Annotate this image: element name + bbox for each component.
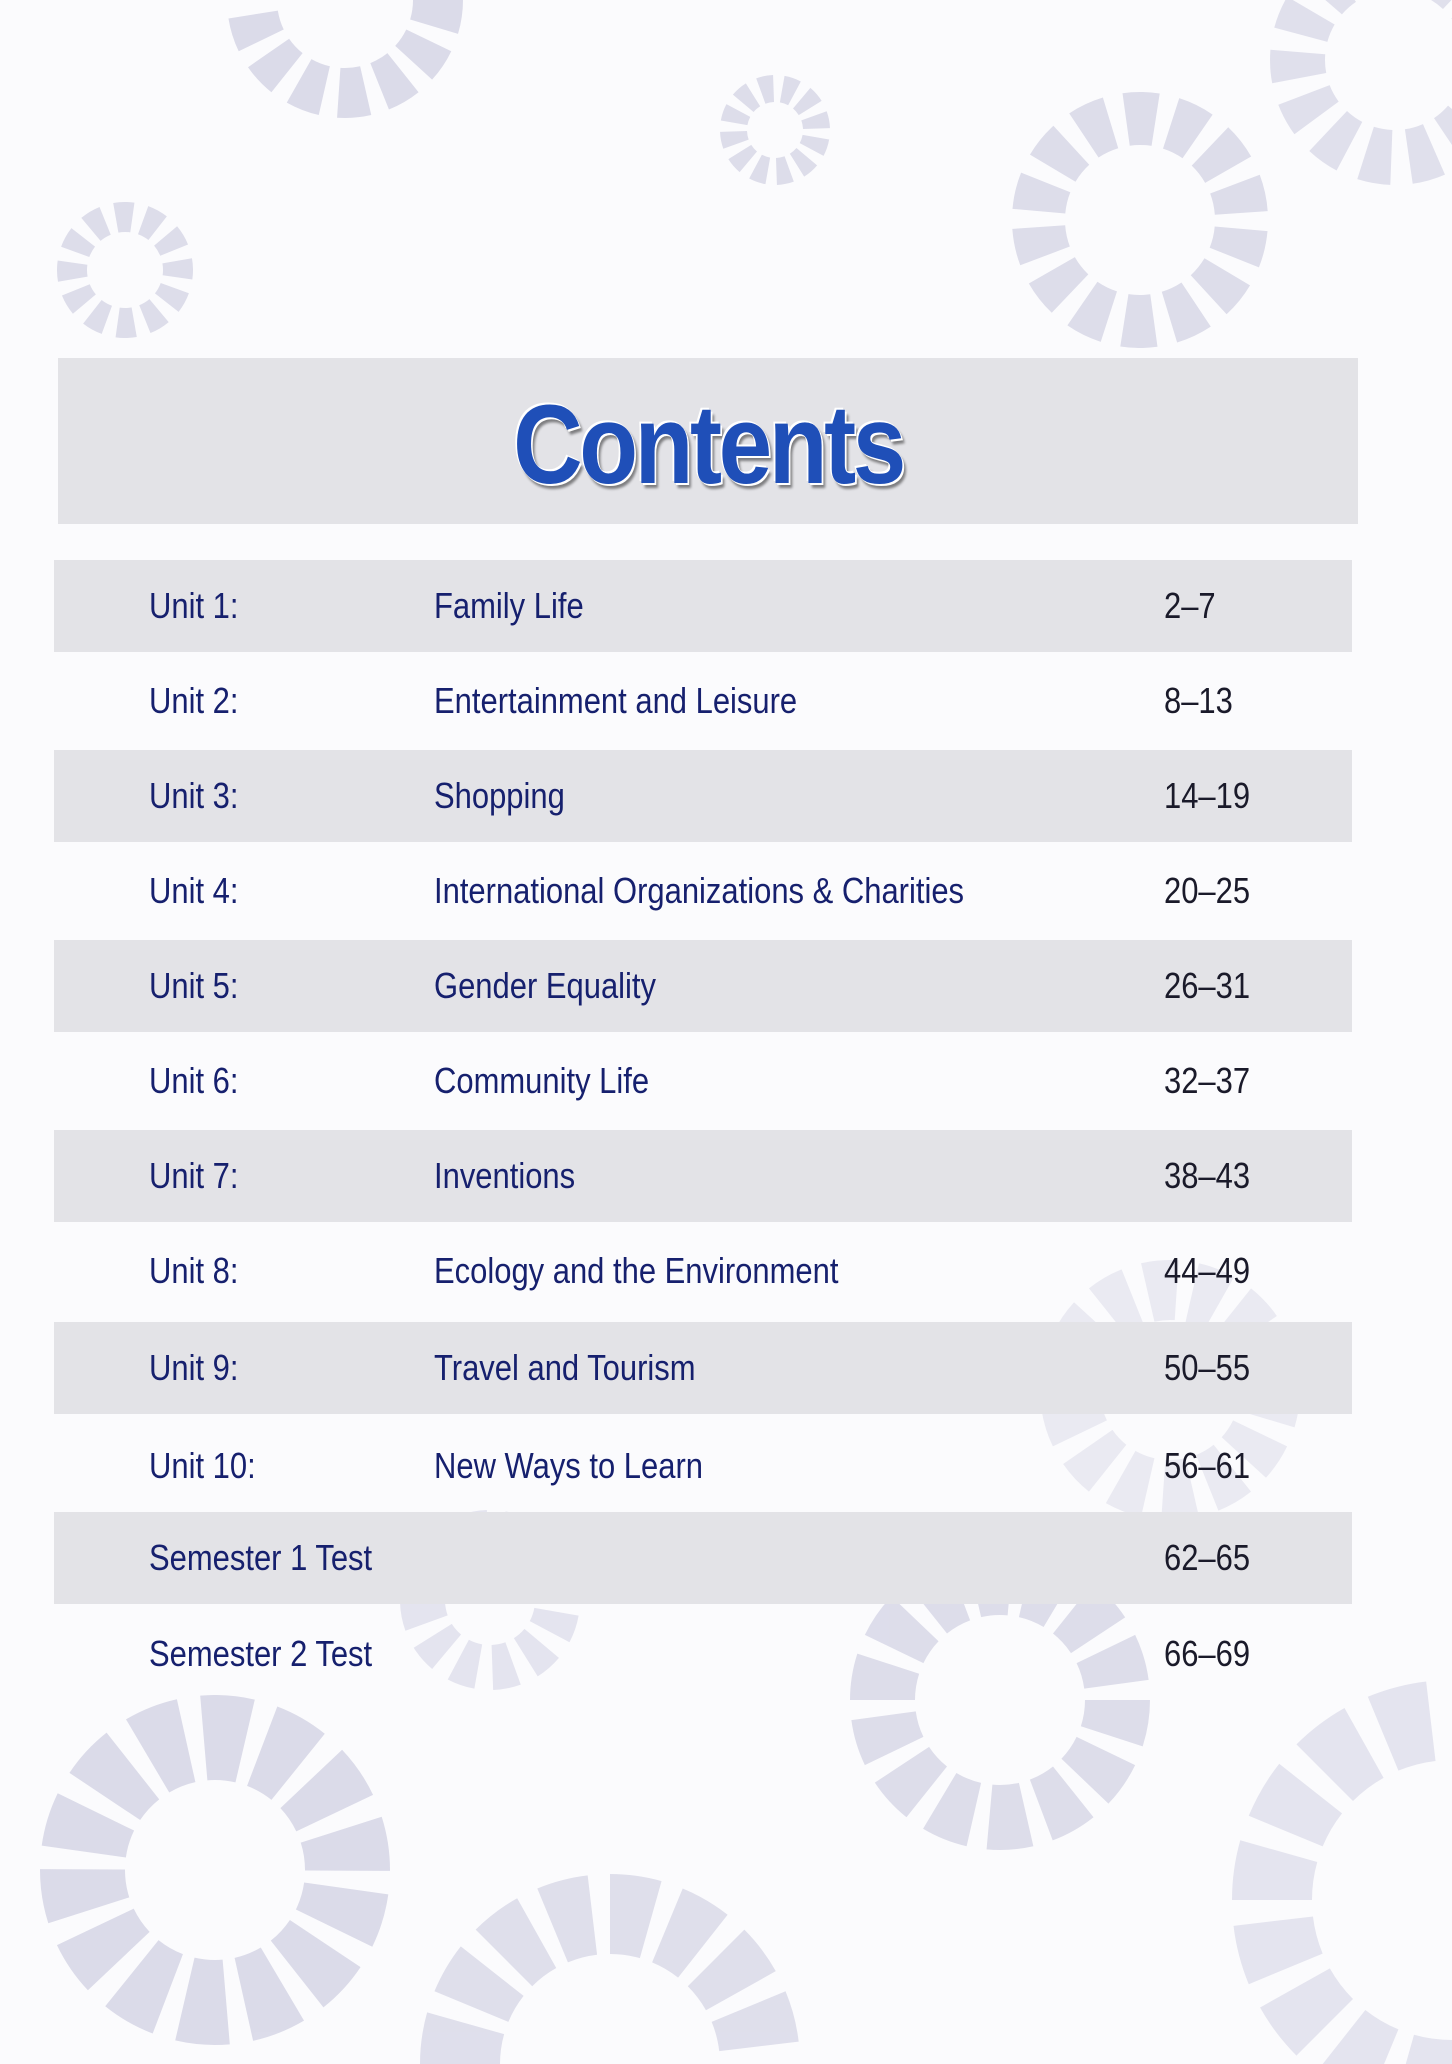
toc-unit-label: Unit 10: <box>149 1445 256 1486</box>
toc-row <box>54 1130 1352 1222</box>
ring-segment <box>1368 1682 1436 1771</box>
ring-segment <box>162 258 193 279</box>
ring-segment <box>154 226 188 255</box>
toc-unit-label: Unit 3: <box>149 775 239 816</box>
ring-segment <box>61 228 95 257</box>
ring-segment <box>81 207 110 241</box>
toc-row <box>54 1225 1352 1317</box>
toc-unit-label: Unit 8: <box>149 1250 239 1291</box>
title-band <box>58 358 1358 524</box>
ring-segment <box>113 202 134 233</box>
ring-segment <box>712 1991 799 2051</box>
toc-row <box>54 1608 1352 1700</box>
ring-segment <box>1234 1916 1323 1984</box>
toc-unit-label: Unit 6: <box>149 1060 239 1101</box>
ring-segment <box>1081 1700 1150 1746</box>
ring-segment <box>370 53 418 109</box>
toc-row <box>54 1035 1352 1127</box>
toc-unit-label: Unit 1: <box>149 585 239 626</box>
toc-topic: Shopping <box>434 775 565 816</box>
ring-segment <box>793 88 822 115</box>
ring-segment <box>1192 127 1251 183</box>
toc-pages: 66–69 <box>1164 1633 1251 1674</box>
ring-segment <box>1249 1764 1342 1847</box>
toc-unit-label: Unit 5: <box>149 965 239 1006</box>
toc-unit-label: Unit 4: <box>149 870 239 911</box>
ring-segment <box>1012 173 1070 214</box>
ring-segment <box>420 2012 504 2064</box>
decorative-ring <box>40 1695 390 2045</box>
ring-segment <box>1274 0 1334 42</box>
toc-topic: Gender Equality <box>434 965 657 1006</box>
toc-row <box>54 845 1352 937</box>
decorative-ring <box>720 75 830 185</box>
ring-segment <box>1162 282 1211 342</box>
ring-segment <box>175 1958 230 2045</box>
toc-pages: 32–37 <box>1164 1060 1251 1101</box>
toc-topic: Inventions <box>434 1155 576 1196</box>
toc-pages: 44–49 <box>1164 1250 1251 1291</box>
ring-segment <box>248 39 303 93</box>
toc-pages: 56–61 <box>1164 1445 1251 1486</box>
ring-segment <box>851 1711 923 1765</box>
toc-pages: 62–65 <box>1164 1537 1251 1578</box>
ring-segment <box>1120 294 1157 348</box>
ring-segment <box>138 206 167 240</box>
toc-row <box>54 655 1352 747</box>
ring-segment <box>1392 2035 1452 2064</box>
toc-row <box>54 940 1352 1032</box>
ring-segment <box>1191 258 1250 314</box>
toc-semester-label: Semester 2 Test <box>149 1633 373 1674</box>
toc-topic: Family Life <box>434 585 584 626</box>
toc-unit-label: Unit 2: <box>149 680 239 721</box>
toc-topic: Ecology and the Environment <box>434 1250 839 1291</box>
ring-segment <box>83 300 112 334</box>
toc-topic: Community Life <box>434 1060 650 1101</box>
toc-pages: 26–31 <box>1164 965 1251 1006</box>
ring-segment <box>987 1783 1034 1850</box>
ring-segment <box>301 1817 390 1871</box>
page-title: Contents <box>513 382 903 507</box>
ring-segment <box>395 30 451 80</box>
ring-segment <box>1357 127 1392 185</box>
ring-segment <box>1210 227 1268 268</box>
ring-segment <box>40 1869 129 1923</box>
ring-segment <box>57 261 88 282</box>
ring-segment <box>1434 106 1452 164</box>
ring-segment <box>287 59 330 115</box>
toc-row <box>54 1420 1352 1512</box>
ring-segment <box>1069 98 1118 158</box>
ring-segment <box>610 1874 662 1958</box>
toc-semester-label: Semester 1 Test <box>149 1537 373 1578</box>
ring-segment <box>62 284 96 313</box>
ring-segment <box>139 299 168 333</box>
toc-pages: 14–19 <box>1164 775 1251 816</box>
ring-segment <box>1278 85 1338 134</box>
ring-segment <box>1163 98 1213 158</box>
ring-segment <box>116 307 137 338</box>
toc-topic: Entertainment and Leisure <box>434 680 798 721</box>
ring-segment <box>1210 175 1268 215</box>
decorative-ring <box>1270 0 1452 185</box>
toc-pages: 38–43 <box>1164 1155 1251 1196</box>
ring-segment <box>728 145 757 172</box>
ring-segment <box>801 111 830 129</box>
ring-segment <box>1067 282 1117 342</box>
toc-row <box>54 1322 1352 1414</box>
ring-segment <box>1029 257 1088 313</box>
toc-topic: New Ways to Learn <box>434 1445 704 1486</box>
ring-segment <box>1405 124 1445 184</box>
ring-segment <box>228 11 283 52</box>
ring-segment <box>1296 1708 1383 1801</box>
toc-topic: International Organizations & Charities <box>434 870 965 911</box>
ring-segment <box>1428 0 1452 9</box>
ring-segment <box>721 104 750 125</box>
toc-topic: Travel and Tourism <box>434 1347 696 1388</box>
ring-segment <box>733 83 760 112</box>
ring-segment <box>1309 111 1362 171</box>
ring-segment <box>337 66 371 118</box>
ring-segment <box>1123 92 1160 146</box>
decorative-ring <box>227 0 463 118</box>
ring-segment <box>720 131 749 149</box>
toc-unit-label: Unit 9: <box>149 1347 239 1388</box>
decorative-ring <box>420 1874 800 2064</box>
ring-segment <box>410 0 463 34</box>
ring-segment <box>1232 1840 1317 1900</box>
ring-segment <box>749 155 770 184</box>
ring-segment <box>1030 126 1089 182</box>
toc-row <box>54 560 1352 652</box>
ring-segment <box>537 1875 597 1962</box>
ring-segment <box>776 156 794 185</box>
decorative-ring <box>57 202 193 338</box>
ring-segment <box>875 1747 947 1817</box>
ring-segment <box>1270 50 1326 84</box>
toc-pages: 2–7 <box>1164 585 1216 626</box>
ring-segment <box>1012 225 1070 265</box>
toc-pages: 8–13 <box>1164 680 1233 721</box>
ring-segment <box>800 135 829 156</box>
ring-segment <box>155 283 189 312</box>
toc-pages: 50–55 <box>1164 1347 1251 1388</box>
toc-row <box>54 750 1352 842</box>
decorative-ring <box>1232 1680 1452 2064</box>
toc-pages: 20–25 <box>1164 870 1251 911</box>
ring-segment <box>790 148 817 177</box>
ring-segment <box>780 76 801 105</box>
decorative-ring <box>1012 92 1267 348</box>
ring-segment <box>756 75 774 104</box>
toc-unit-label: Unit 7: <box>149 1155 239 1196</box>
ring-segment <box>200 1695 255 1782</box>
toc-row <box>54 1512 1352 1604</box>
ring-segment <box>1260 1968 1353 2055</box>
